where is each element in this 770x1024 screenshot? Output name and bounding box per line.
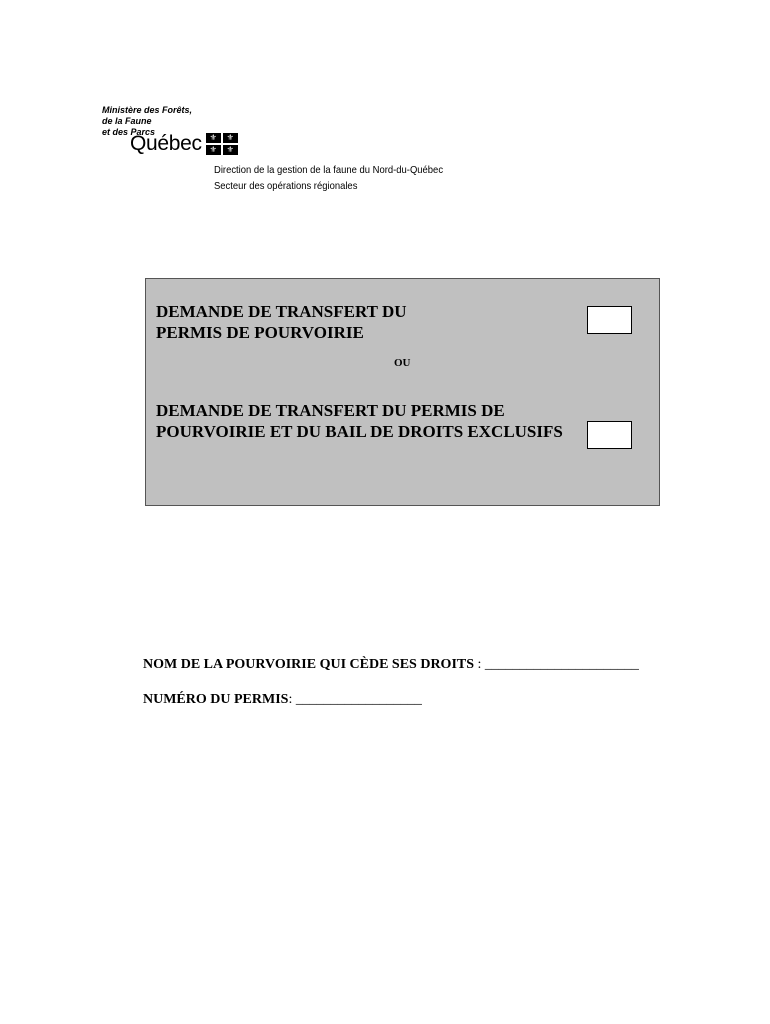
outfitter-name-separator: : [474,657,485,672]
checkbox-transfer-permit-and-lease[interactable] [587,421,632,449]
permit-number-blank[interactable]: __________________ [295,692,422,707]
permit-number-separator: : [288,692,296,707]
fleurdelise-flag-icon: ⚜ ⚜ ⚜ ⚜ [206,133,238,155]
direction-text: Direction de la gestion de la faune du Nord-du-Québec [214,164,444,176]
ministry-line-2: de la Faune [102,116,152,126]
or-label: OU [394,357,411,369]
checkbox-transfer-permit[interactable] [587,306,632,334]
option1-line1: DEMANDE DE TRANSFERT DU [156,302,407,321]
option-transfer-permit-and-lease [156,400,563,442]
secteur-text: Secteur des opérations régionales [214,180,358,192]
option1-line2: PERMIS DE POURVOIRIE [156,323,364,342]
department-info [214,162,443,194]
quebec-logo [130,133,238,155]
outfitter-name-blank[interactable]: ______________________ [484,657,639,672]
permit-number-field[interactable] [143,692,422,708]
permit-number-label: NUMÉRO DU PERMIS [143,692,289,707]
outfitter-name-label: NOM DE LA POURVOIRIE QUI CÈDE SES DROITS [143,657,475,672]
request-type-box [145,278,660,506]
option2-line2: POURVOIRIE ET DU BAIL DE DROITS EXCLUSIFS [156,422,563,441]
ministry-line-1: Ministère des Forêts, [102,105,193,115]
ministry-line-3: et des Parcs [102,127,156,137]
option-transfer-permit [156,301,407,343]
option2-line1: DEMANDE DE TRANSFERT DU PERMIS DE [156,401,505,420]
quebec-wordmark: Québec [130,132,202,155]
outfitter-name-field[interactable] [143,657,639,673]
